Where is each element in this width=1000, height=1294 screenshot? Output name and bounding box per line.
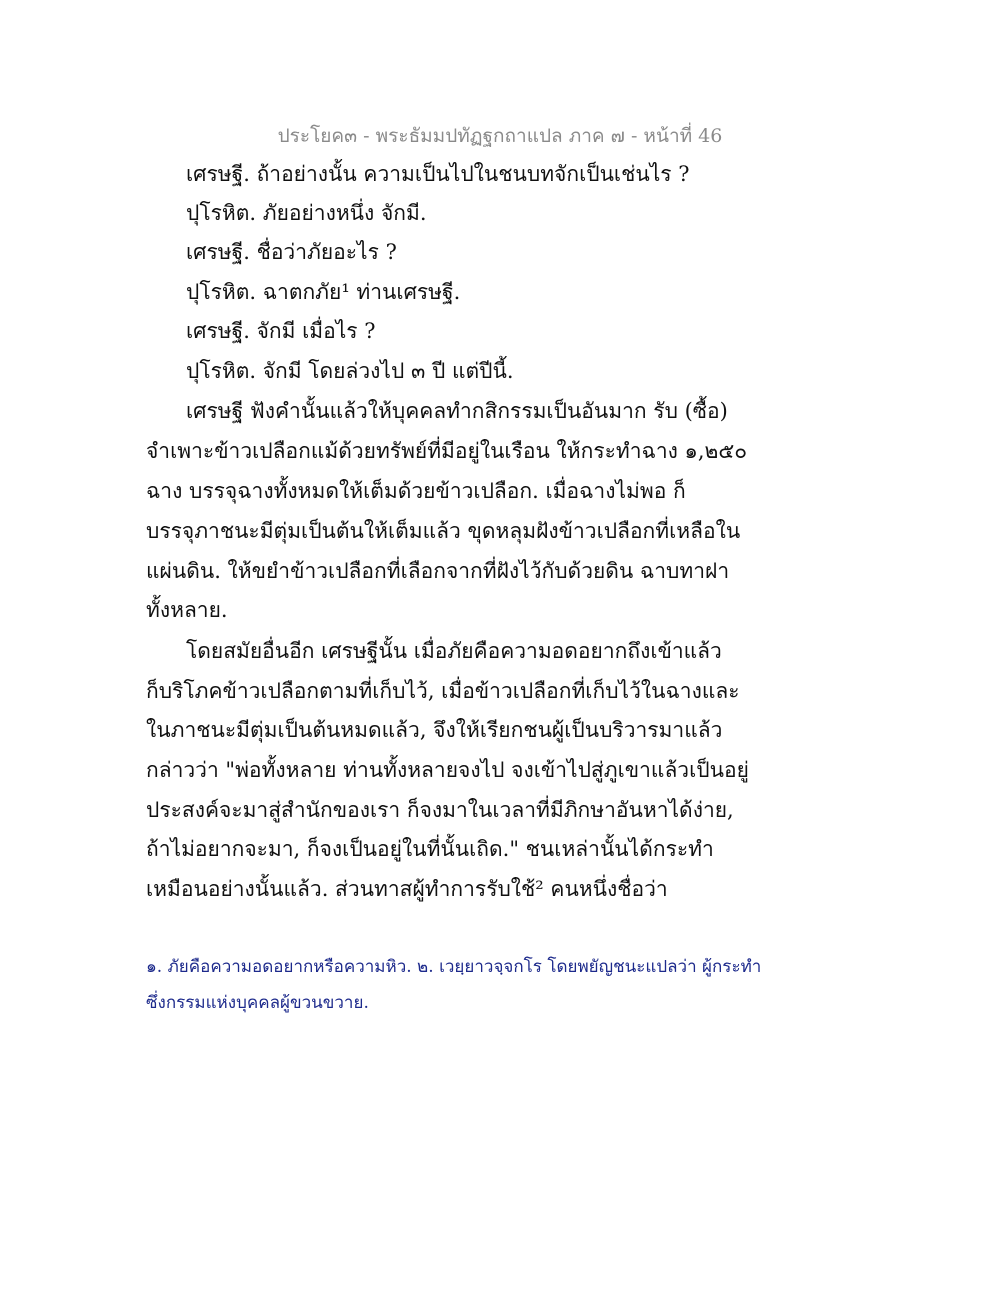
paragraph-line: เหมือนอย่างนั้นแล้ว. ส่วนทาสผู้ทำการรับใช้² คนหนึ่งชื่อว่า [146, 877, 668, 901]
footnote-line: ซึ่งกรรมแห่งบุคคลผู้ขวนขวาย. [146, 993, 369, 1013]
paragraph-line: จำเพาะข้าวเปลือกแม้ด้วยทรัพย์ที่มีอยู่ในเรือน ให้กระทำฉาง ๑,๒๕๐ [146, 439, 748, 463]
dialogue-line: ปุโรหิต. ฉาตกภัย¹ ท่านเศรษฐี. [186, 280, 461, 304]
paragraph-line: ทั้งหลาย. [146, 598, 228, 622]
dialogue-line: เศรษฐี. ถ้าอย่างนั้น ความเป็นไปในชนบทจักเป็นเช่นไร ? [186, 162, 690, 186]
paragraph-line: กล่าวว่า "พ่อทั้งหลาย ท่านทั้งหลายจงไป จงเข้าไปสู่ภูเขาแล้วเป็นอยู่ [146, 758, 749, 782]
paragraph-line: ก็บริโภคข้าวเปลือกตามที่เก็บไว้, เมื่อข้าวเปลือกที่เก็บไว้ในฉางและ [146, 679, 740, 703]
dialogue-line: เศรษฐี. จักมี เมื่อไร ? [186, 319, 376, 343]
paragraph-line: โดยสมัยอื่นอีก เศรษฐีนั้น เมื่อภัยคือความอดอยากถึงเข้าแล้ว [186, 639, 722, 663]
paragraph-line: แผ่นดิน. ให้ขยำข้าวเปลือกที่เลือกจากที่ฝังไว้กับด้วยดิน ฉาบทาฝา [146, 559, 730, 583]
paragraph-line: ฉาง บรรจุฉางทั้งหมดให้เต็มด้วยข้าวเปลือก. เมื่อฉางไม่พอ ก็ [146, 479, 686, 503]
paragraph-line: บรรจุภาชนะมีตุ่มเป็นต้นให้เต็มแล้ว ขุดหลุมฝังข้าวเปลือกที่เหลือใน [146, 519, 741, 543]
page-header: ประโยค๓ - พระธัมมปทัฏฐกถาแปล ภาค ๗ - หน้าที่ 46 [277, 125, 723, 147]
dialogue-line: ปุโรหิต. ภัยอย่างหนึ่ง จักมี. [186, 201, 427, 225]
paragraph-line: เศรษฐี ฟังคำนั้นแล้วให้บุคคลทำกสิกรรมเป็นอันมาก รับ (ซื้อ) [186, 399, 728, 423]
paragraph-line: ถ้าไม่อยากจะมา, ก็จงเป็นอยู่ในที่นั้นเถิด." ชนเหล่านั้นได้กระทำ [146, 837, 714, 861]
paragraph-line: ในภาชนะมีตุ่มเป็นต้นหมดแล้ว, จึงให้เรียกชนผู้เป็นบริวารมาแล้ว [146, 718, 723, 742]
dialogue-line: เศรษฐี. ชื่อว่าภัยอะไร ? [186, 240, 397, 264]
dialogue-line: ปุโรหิต. จักมี โดยล่วงไป ๓ ปี แต่ปีนี้. [186, 359, 514, 383]
paragraph-line: ประสงค์จะมาสู่สำนักของเรา ก็จงมาในเวลาที่มีภิกษาอันหาได้ง่าย, [146, 798, 734, 822]
footnote-line: ๑. ภัยคือความอดอยากหรือความหิว. ๒. เวยฺยาวจฺจกโร โดยพยัญชนะแปลว่า ผู้กระทำ [146, 957, 762, 977]
